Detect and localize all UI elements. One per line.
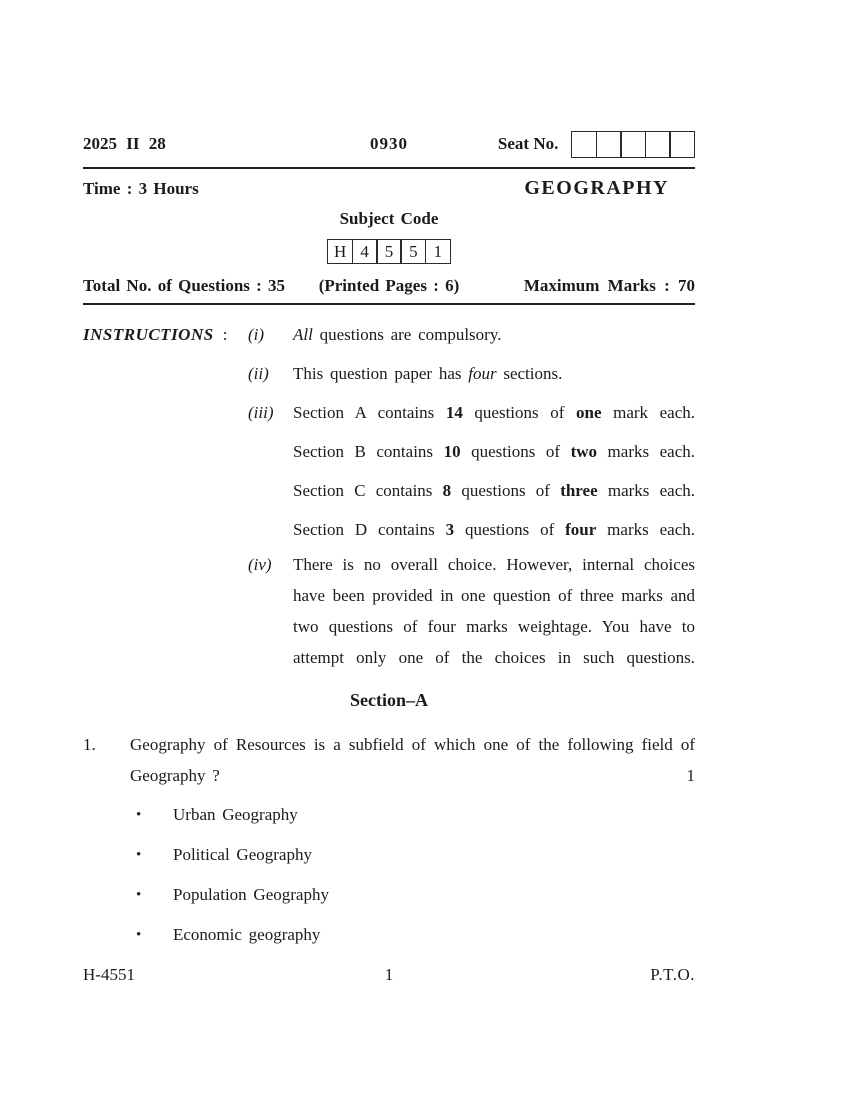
footer-paper-code: H-4551 — [83, 965, 135, 984]
maximum-marks: Maximum Marks : 70 — [523, 276, 695, 295]
instruction-item-2 — [83, 354, 695, 393]
instruction-line: Section A contains 14 questions of one mark each. — [293, 403, 695, 422]
instruction-text: All questions are compulsory. — [293, 325, 502, 344]
footer-pto: P.T.O. — [650, 965, 695, 984]
option-row — [130, 915, 695, 955]
option-label: Urban Geography — [173, 805, 298, 824]
subject-code-label: Subject Code — [339, 209, 439, 228]
question-last-line — [130, 760, 695, 791]
bullet-icon: • — [136, 926, 142, 943]
question-text-line: Geography ? — [130, 766, 220, 785]
question-text-line: Geography of Resources is a subfield of which one of the following field of — [130, 735, 695, 754]
seat-no-group — [389, 131, 695, 158]
instruction-item-3 — [83, 393, 695, 549]
instruction-number: (iv) — [248, 555, 272, 574]
option-row — [130, 795, 695, 835]
instruction-number: (i) — [248, 325, 265, 344]
section-heading: Section–A — [350, 690, 428, 710]
printed-pages: (Printed Pages : 6) — [318, 276, 460, 295]
instruction-line: Section B contains 10 questions of two marks each. — [293, 442, 696, 461]
instruction-line: two questions of four marks weightage. You have to — [293, 617, 695, 636]
subject-code-cell: 1 — [425, 239, 451, 264]
bullet-icon: • — [136, 886, 142, 903]
question-number: 1. — [83, 735, 96, 754]
horizontal-rule-bottom — [83, 303, 695, 305]
total-questions: Total No. of Questions : 35 — [83, 276, 286, 295]
instruction-line: There is no overall choice. However, internal choices — [293, 555, 695, 574]
instruction-number: (ii) — [248, 364, 269, 383]
question-marks: 1 — [686, 766, 695, 785]
header-row — [83, 130, 695, 158]
option-label: Political Geography — [173, 845, 312, 864]
instruction-line: have been provided in one question of three marks and — [293, 586, 695, 605]
horizontal-rule-top — [83, 167, 695, 169]
subject-code-cell: 5 — [400, 239, 426, 264]
instruction-text — [293, 393, 695, 549]
option-row — [130, 835, 695, 875]
instruction-item-1 — [83, 315, 695, 354]
seat-no-boxes — [571, 131, 695, 158]
instruction-line: attempt only one of the choices in such questions. — [293, 648, 695, 667]
bullet-icon: • — [136, 806, 142, 823]
time-subject-row — [83, 177, 695, 200]
seat-no-label: Seat No. — [497, 134, 559, 153]
instructions-label: INSTRUCTIONS : — [83, 325, 228, 344]
seat-box-cell — [571, 131, 597, 158]
instructions-block — [83, 315, 695, 673]
instruction-line: Section D contains 3 questions of four marks each. — [293, 520, 695, 539]
option-label: Population Geography — [173, 885, 329, 904]
subject-code-boxes — [83, 239, 695, 264]
seat-box-cell — [620, 131, 646, 158]
seat-box-cell — [645, 131, 671, 158]
subject-code-cell: 5 — [376, 239, 402, 264]
seat-box-cell — [669, 131, 695, 158]
totals-row — [83, 276, 695, 296]
subject-code-cell: 4 — [352, 239, 378, 264]
exam-paper-page — [83, 0, 695, 985]
exam-date: 2025 II 28 — [83, 134, 166, 153]
subject-code-cell: H — [327, 239, 353, 264]
options-list — [130, 795, 695, 955]
instruction-text: This question paper has four sections. — [293, 364, 563, 383]
question-body — [130, 729, 695, 955]
bullet-icon: • — [136, 846, 142, 863]
option-label: Economic geography — [173, 925, 321, 944]
question-block-1 — [83, 729, 695, 955]
page-footer — [83, 965, 695, 985]
instruction-text — [293, 549, 695, 673]
time-label: Time : 3 Hours — [83, 179, 199, 198]
instruction-number: (iii) — [248, 403, 274, 422]
instruction-line: Section C contains 8 questions of three marks each. — [293, 481, 696, 500]
option-row — [130, 875, 695, 915]
session-code: 0930 — [370, 134, 408, 153]
subject-title: GEOGRAPHY — [524, 177, 669, 199]
footer-page-number: 1 — [384, 965, 394, 984]
seat-box-cell — [596, 131, 622, 158]
instruction-item-4 — [83, 549, 695, 673]
